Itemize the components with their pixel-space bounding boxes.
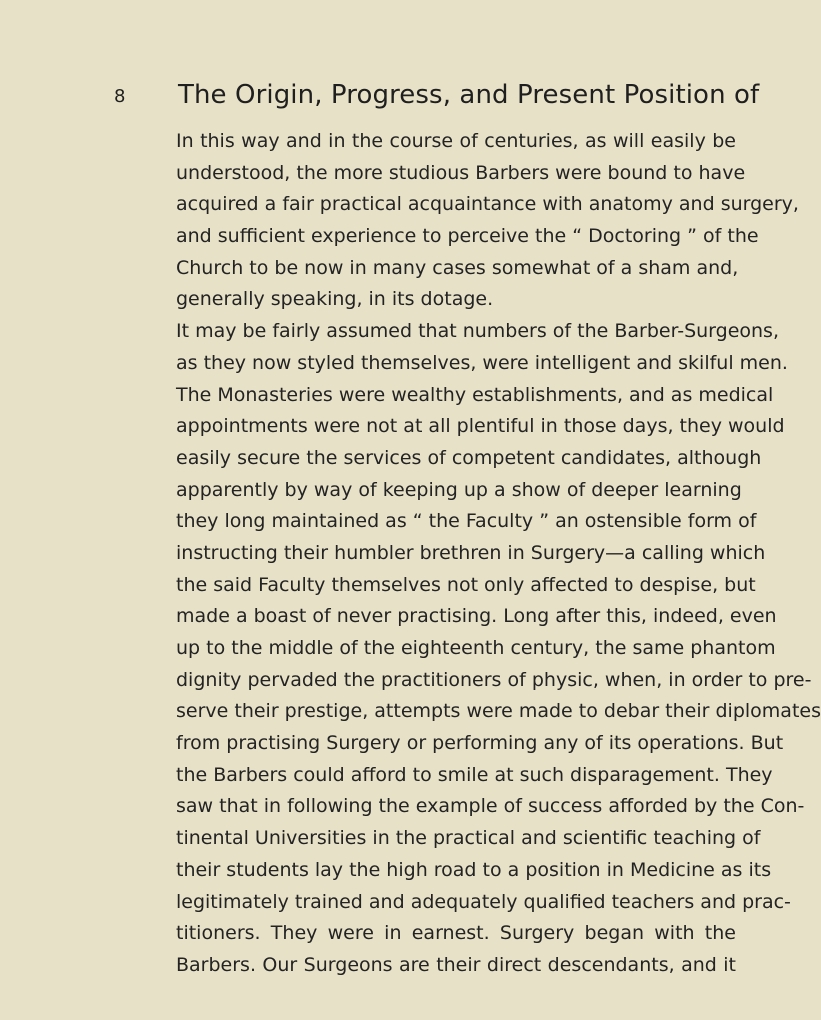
text-line: instructing their humbler brethren in Surgery—a calling which bbox=[176, 541, 766, 564]
text-line: acquired a fair practical acquaintance with anatomy and surgery, bbox=[176, 193, 799, 216]
text-line: appointments were not at all plentiful in those days, they would bbox=[176, 415, 785, 438]
text-line: understood, the more studious Barbers were bound to have bbox=[176, 161, 746, 184]
body-text bbox=[176, 126, 821, 982]
page-number: 8 bbox=[114, 86, 126, 107]
text-line: dignity pervaded the practitioners of physic, when, in order to pre- bbox=[176, 668, 812, 691]
text-line: easily secure the services of competent candidates, although bbox=[176, 446, 762, 469]
text-line: made a boast of never practising. Long after this, indeed, even bbox=[176, 605, 777, 628]
text-line: from practising Surgery or performing any of its operations. But bbox=[176, 732, 784, 755]
text-line: they long maintained as “ the Faculty ” an ostensible form of bbox=[176, 510, 757, 533]
text-line: The Monasteries were wealthy establishments, and as medical bbox=[176, 383, 774, 406]
text-line: the Barbers could afford to smile at such disparagement. They bbox=[176, 763, 773, 786]
running-head: The Origin, Progress, and Present Position of bbox=[178, 80, 760, 110]
text-line: Church to be now in many cases somewhat of a sham and, bbox=[176, 256, 739, 279]
text-line: legitimately trained and adequately qualified teachers and prac- bbox=[176, 890, 791, 913]
text-line: their students lay the high road to a position in Medicine as its bbox=[176, 858, 772, 881]
page-header bbox=[114, 78, 760, 118]
text-line: apparently by way of keeping up a show of deeper learning bbox=[176, 478, 742, 501]
text-line: titioners. They were in earnest. Surgery began with the bbox=[176, 922, 736, 945]
text-line: In this way and in the course of centuries, as will easily be bbox=[176, 130, 736, 152]
text-line: the said Faculty themselves not only affected to despise, but bbox=[176, 573, 756, 596]
text-line: tinental Universities in the practical and scientific teaching of bbox=[176, 827, 761, 850]
text-line: saw that in following the example of success afforded by the Con- bbox=[176, 795, 805, 818]
text-line: Barbers. Our Surgeons are their direct descendants, and it bbox=[176, 953, 736, 976]
text-line: generally speaking, in its dotage. bbox=[176, 288, 494, 311]
text-line: and sufficient experience to perceive the “ Doctoring ” of the bbox=[176, 225, 759, 248]
text-line: serve their prestige, attempts were made to debar their diplomates bbox=[176, 700, 821, 723]
text-line: It may be fairly assumed that numbers of the Barber-Surgeons, bbox=[176, 320, 779, 343]
text-line: up to the middle of the eighteenth century, the same phantom bbox=[176, 637, 776, 659]
text-line: as they now styled themselves, were intelligent and skilful men. bbox=[176, 351, 788, 374]
